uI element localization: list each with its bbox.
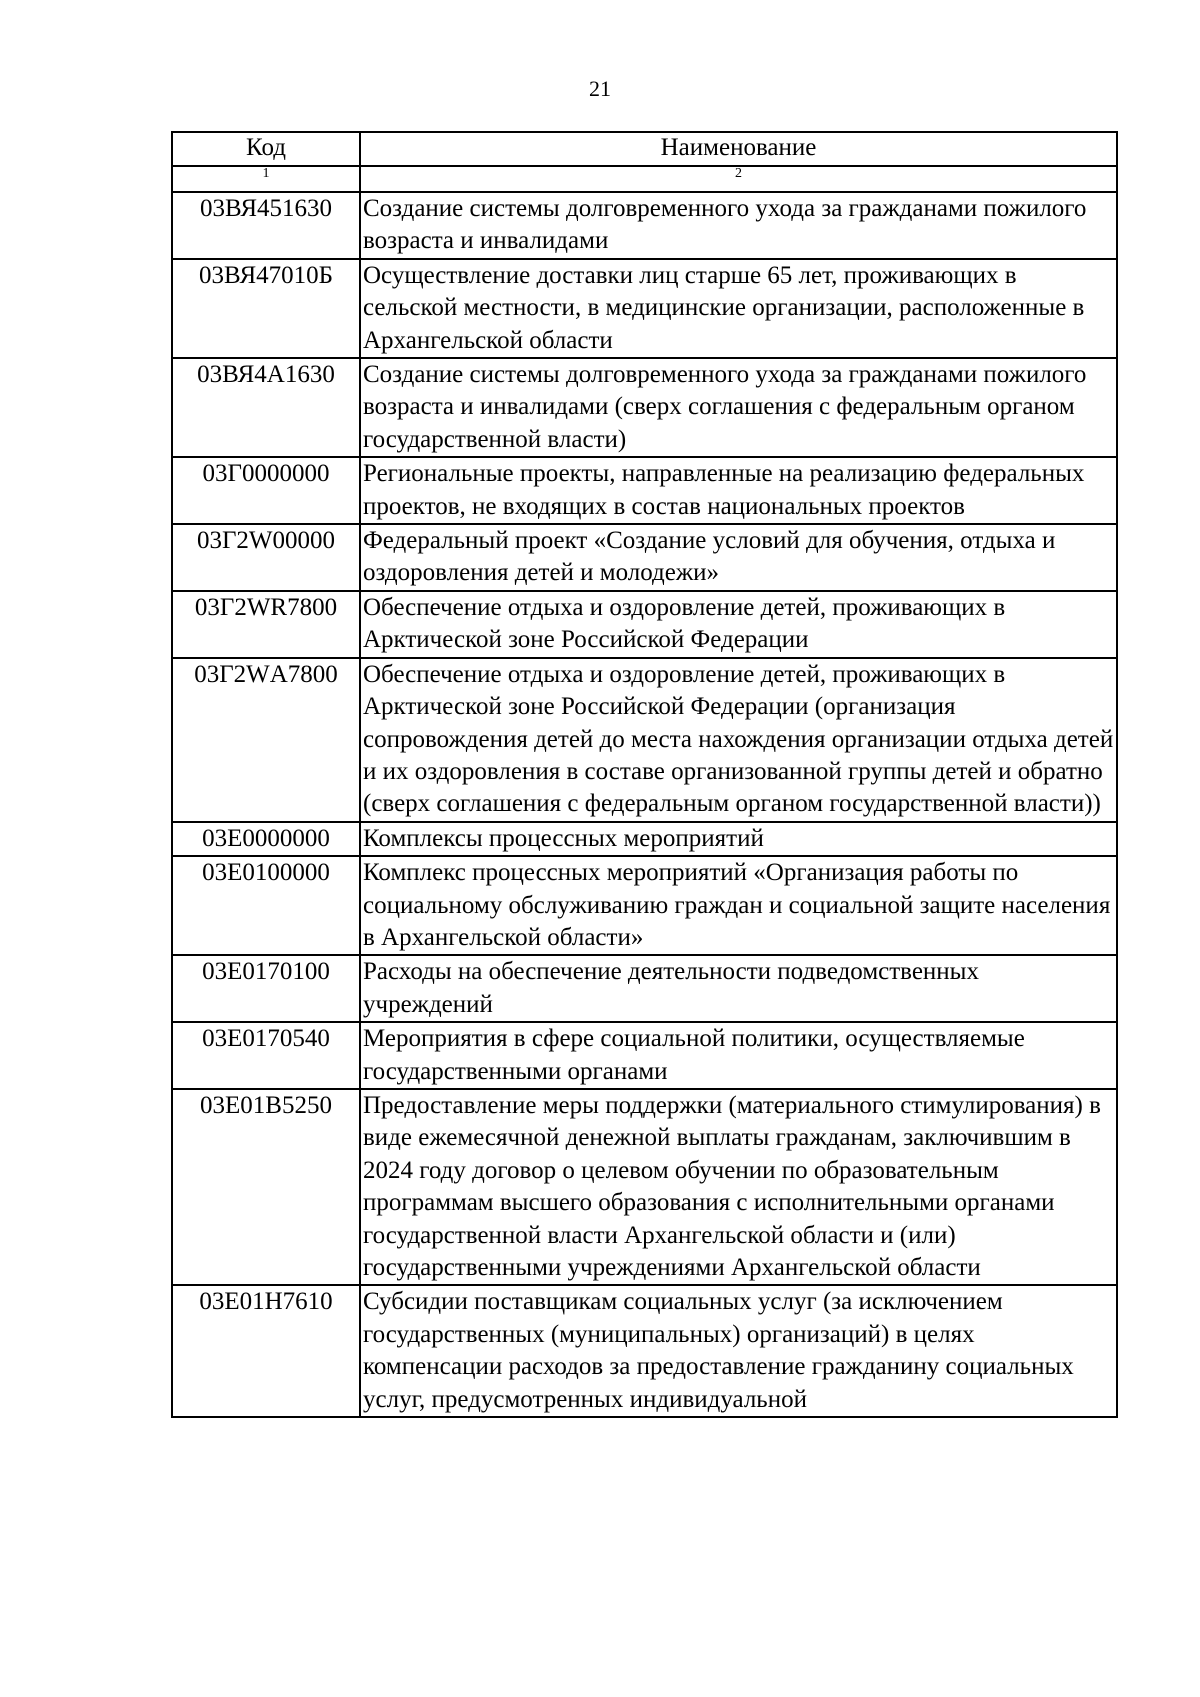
row-name: Расходы на обеспечение деятельности подведомственных учреждений (360, 955, 1117, 1022)
row-name: Создание системы долговременного ухода за гражданами пожилого возраста и инвалидами (сверх соглашения с федеральным органом государственной власти) (360, 358, 1117, 457)
row-code: 03Г2WR7800 (172, 591, 360, 658)
table-row (172, 259, 1117, 358)
budget-codes-table (171, 131, 1118, 1418)
table-row (172, 524, 1117, 591)
row-name: Комплексы процессных мероприятий (360, 822, 1117, 856)
page-number: 21 (589, 76, 611, 101)
row-name: Субсидии поставщикам социальных услуг (за исключением государственных (муниципальных) организаций) в целях компенсации расходов за предоставление гражданину социальных услуг, предусмотренных индивидуальной (360, 1285, 1117, 1417)
row-name: Обеспечение отдыха и оздоровление детей, проживающих в Арктической зоне Российской Федерации (360, 591, 1117, 658)
row-code: 03Е01В5250 (172, 1089, 360, 1285)
row-name: Мероприятия в сфере социальной политики, осуществляемые государственными органами (360, 1022, 1117, 1089)
table-row (172, 1022, 1117, 1089)
table-row (172, 955, 1117, 1022)
row-code: 03ВЯ4А1630 (172, 358, 360, 457)
row-code: 03Е0000000 (172, 822, 360, 856)
row-name: Федеральный проект «Создание условий для обучения, отдыха и оздоровления детей и молодежи» (360, 524, 1117, 591)
row-name: Комплекс процессных мероприятий «Организация работы по социальному обслуживанию граждан и социальной защите населения в Архангельской области» (360, 856, 1117, 955)
table-row (172, 1285, 1117, 1417)
row-code: 03Е0170540 (172, 1022, 360, 1089)
row-name: Обеспечение отдыха и оздоровление детей, проживающих в Арктической зоне Российской Федерации (организация сопровождения детей до места нахождения организации отдыха детей и их оздоровления в составе организованной группы детей и обратно (сверх соглашения с федеральным органом государственной власти)) (360, 658, 1117, 822)
column-number-row (172, 166, 1117, 192)
column-number-name: 2 (360, 166, 1117, 192)
row-code: 03Г0000000 (172, 457, 360, 524)
row-code: 03Е01Н7610 (172, 1285, 360, 1417)
row-code: 03Г2WА7800 (172, 658, 360, 822)
row-code: 03Е0170100 (172, 955, 360, 1022)
table-row (172, 591, 1117, 658)
row-name: Создание системы долговременного ухода за гражданами пожилого возраста и инвалидами (360, 192, 1117, 259)
table-header-row (172, 132, 1117, 166)
table-row (172, 1089, 1117, 1285)
table-row (172, 658, 1117, 822)
header-code: Код (172, 132, 360, 166)
header-name: Наименование (360, 132, 1117, 166)
row-code: 03ВЯ47010Б (172, 259, 360, 358)
row-code: 03Г2W00000 (172, 524, 360, 591)
table-row (172, 822, 1117, 856)
row-name: Региональные проекты, направленные на реализацию федеральных проектов, не входящих в состав национальных проектов (360, 457, 1117, 524)
table-row (172, 457, 1117, 524)
table-row (172, 856, 1117, 955)
row-code: 03Е0100000 (172, 856, 360, 955)
table-row (172, 358, 1117, 457)
table-row (172, 192, 1117, 259)
row-name: Осуществление доставки лиц старше 65 лет, проживающих в сельской местности, в медицинские организации, расположенные в Архангельской области (360, 259, 1117, 358)
row-code: 03ВЯ451630 (172, 192, 360, 259)
row-name: Предоставление меры поддержки (материального стимулирования) в виде ежемесячной денежной выплаты гражданам, заключившим в 2024 году договор о целевом обучении по образовательным программам высшего образования с исполнительными органами государственной власти Архангельской области и (или) государственными учреждениями Архангельской области (360, 1089, 1117, 1285)
column-number-code: 1 (172, 166, 360, 192)
